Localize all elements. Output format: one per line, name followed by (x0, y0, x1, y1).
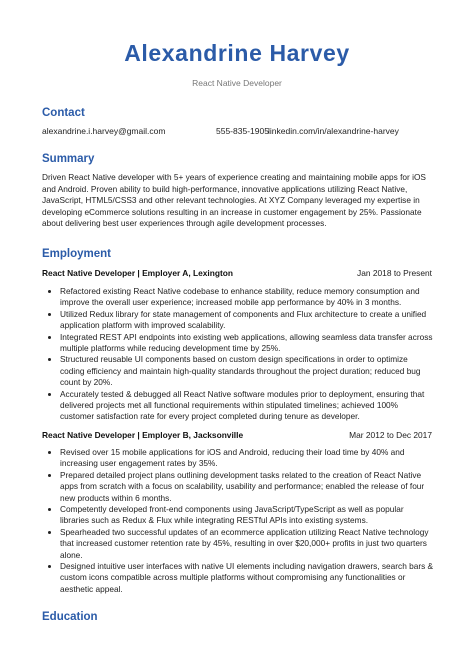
list-item: • Integrated REST API endpoints into existing web applications, allowing seamless data transfer across multiple platforms while reducing development time by 25%. (60, 332, 434, 355)
job-bullets (42, 447, 434, 595)
list-item: • Revised over 15 mobile applications for iOS and Android, reducing their load time by 40% and increasing user engagement rates by 35%. (60, 447, 434, 470)
list-item: • Structured reusable UI components based on custom design specifications in order to optimize coding efficiency and maintain high-quality standards throughout the project duration; reduced bug count by 20%. (60, 354, 434, 388)
list-item: • Prepared detailed project plans outlining development tasks related to the creation of React Native apps from scratch with a focus on scalability, usability and performance; enabled the release of four new products within 6 months. (60, 470, 434, 504)
contact-email: alexandrine.i.harvey@gmail.com (42, 126, 166, 136)
contact-linkedin: linkedin.com/in/alexandrine-harvey (268, 126, 399, 136)
section-title-employment: Employment (42, 248, 112, 260)
section-title-education: Education (42, 611, 98, 623)
job-heading (42, 268, 432, 278)
job-title: React Native Developer | Employer B, Jacksonville (42, 430, 244, 440)
list-item: • Accurately tested & debugged all React Native software modules prior to deployment, ensuring that delivered projects met all functional requirements within stipulated timelines; achieved 100% customer satisfaction rate for every project completed during tenure as developer. (60, 389, 434, 423)
candidate-role: React Native Developer (192, 78, 282, 88)
contact-phone: 555-835-1905 (216, 126, 269, 136)
list-item: • Spearheaded two successful updates of an ecommerce application utilizing React Native technology that increased customer retention rate by 45%, resulting in over $20,000+ profits in just two quarters alone. (60, 527, 434, 561)
job-dates: Mar 2012 to Dec 2017 (349, 430, 432, 440)
list-item: • Utilized Redux library for state management of components and Flux architecture to create a unified application platform with improved scalability. (60, 309, 434, 332)
job-heading (42, 430, 432, 440)
section-title-contact: Contact (42, 107, 85, 119)
list-item: • Refactored existing React Native codebase to enhance stability, reduce memory consumption and improve the overall user experience; increased mobile app performance by 40% in 3 months. (60, 286, 434, 309)
section-title-summary: Summary (42, 153, 95, 165)
candidate-name: Alexandrine Harvey (124, 40, 350, 66)
summary-text: Driven React Native developer with 5+ years of experience creating and maintaining mobile apps for iOS and Android. Proven ability to build high-performance, innovative applications utilizing React Native, JavaScript, HTML5/CSS3 and other relevant technologies. At XYZ Company leveraged my expertise in developing eCommerce solutions resulting in an increase in customer engagement by 25%. Passionate about delivering best user experiences through agile development processes. (42, 172, 426, 229)
job-title: React Native Developer | Employer A, Lexington (42, 268, 233, 278)
job-bullets (42, 286, 434, 423)
job-dates: Jan 2018 to Present (357, 268, 432, 278)
list-item: • Competently developed front-end components using JavaScript/TypeScript as well as popular libraries such as Redux & Flux while integrating RESTful APIs into existing systems. (60, 504, 434, 527)
list-item: • Designed intuitive user interfaces with native UI elements including navigation drawers, search bars & custom icons compatible across multiple platforms without compromising any functionalities or aesthetic appeal. (60, 561, 434, 595)
